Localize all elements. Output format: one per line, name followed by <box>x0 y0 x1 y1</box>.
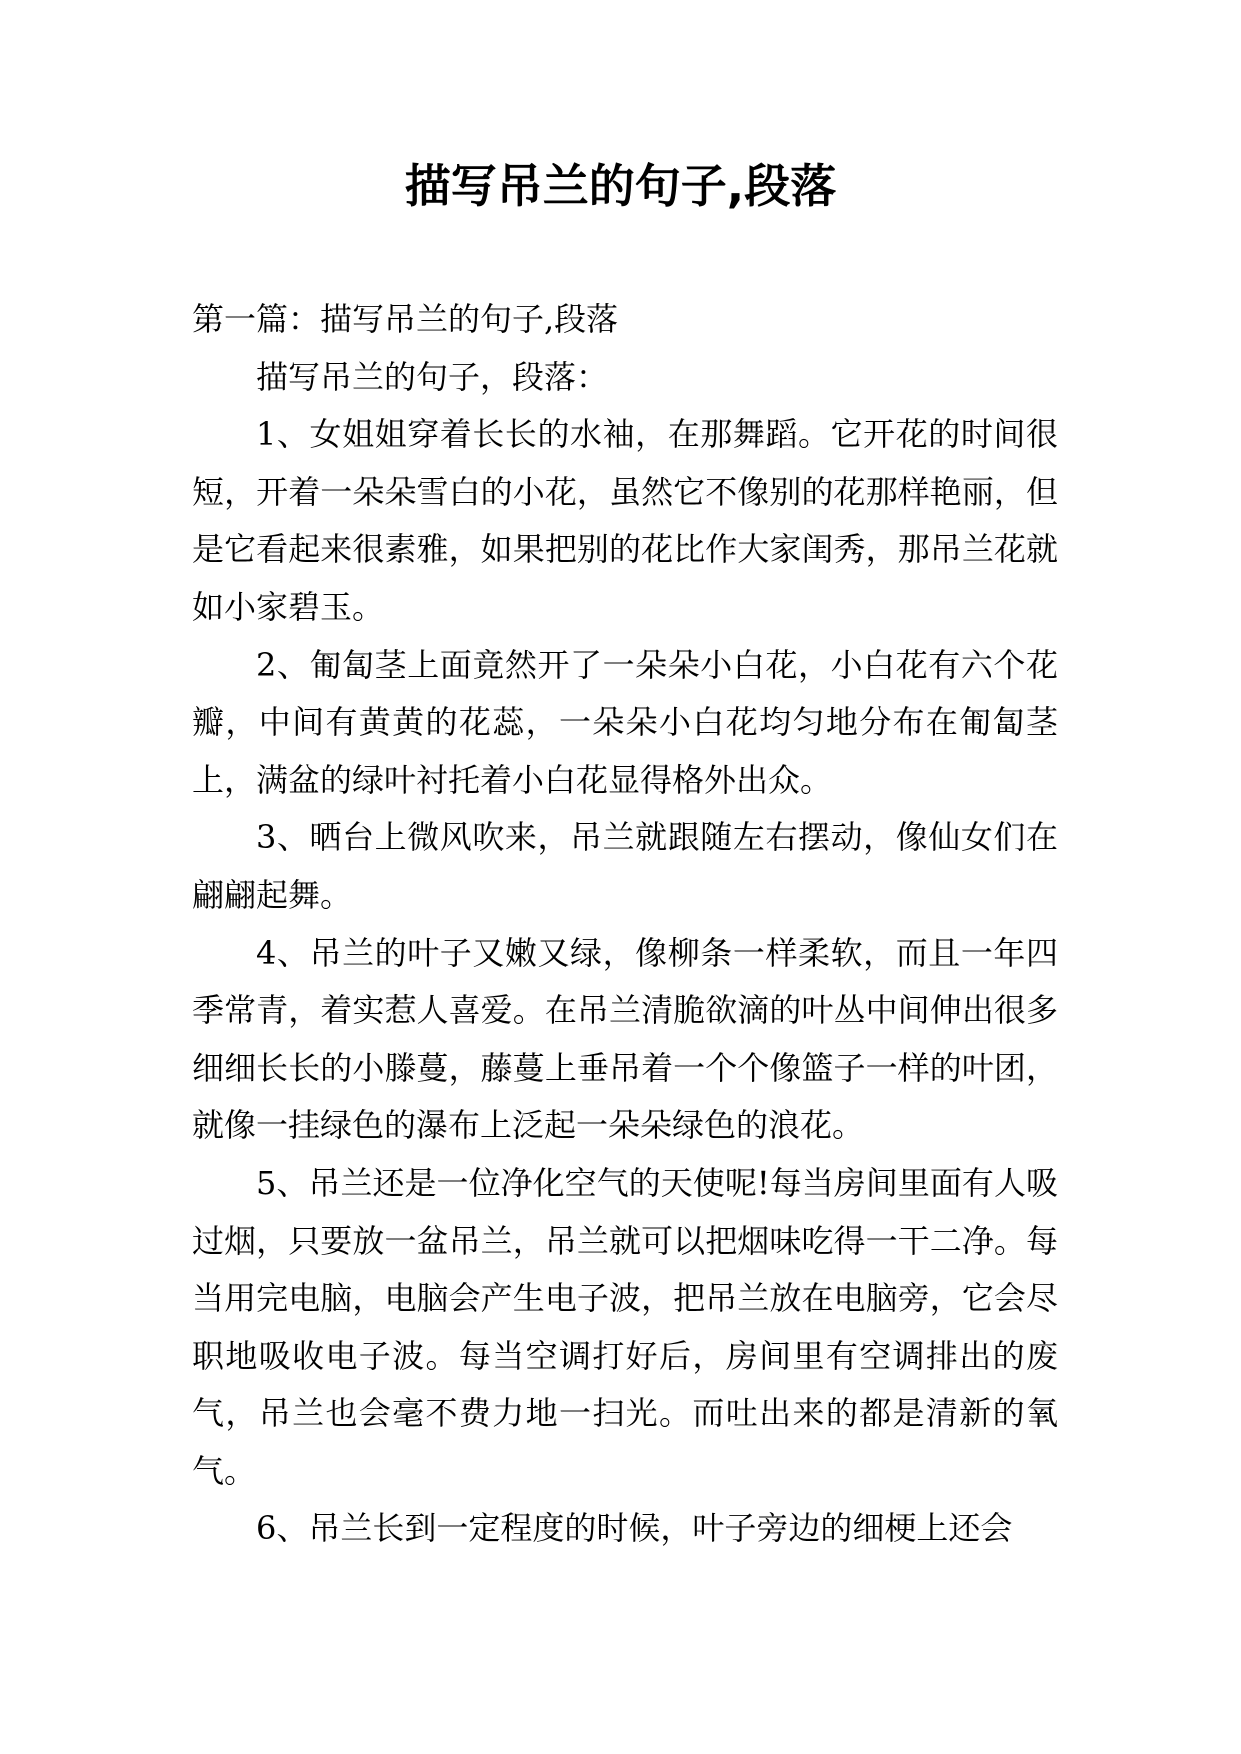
paragraph-6: 6、吊兰长到一定程度的时候，叶子旁边的细梗上还会 <box>256 1509 1013 1548</box>
paragraph-5: 5、吊兰还是一位净化空气的天使呢!每当房间里面有人吸过烟，只要放一盆吊兰，吊兰就可以把烟味吃得一干二净。每当用完电脑，电脑会产生电子波，把吊兰放在电脑旁，它会尽职地吸收电子波。每当空调打好后，房间里有空调排出的废气，吊兰也会毫不费力地一扫光。而吐出来的都是清新的氧气。 <box>192 1163 1058 1490</box>
section-heading: 第一篇：描写吊兰的句子,段落 <box>192 300 619 338</box>
paragraph-intro: 描写吊兰的句子，段落： <box>256 357 609 396</box>
document-title: 描写吊兰的句子,段落 <box>404 159 837 213</box>
paragraph-3: 3、晒台上微风吹来，吊兰就跟随左右摆动，像仙女们在翩翩起舞。 <box>192 818 1058 914</box>
paragraph-2: 2、匍匐茎上面竟然开了一朵朵小白花，小白花有六个花瓣，中间有黄黄的花蕊，一朵朵小白花均匀地分布在匍匐茎上，满盆的绿叶衬托着小白花显得格外出众。 <box>192 645 1058 799</box>
paragraph-4: 4、吊兰的叶子又嫩又绿，像柳条一样柔软，而且一年四季常青，着实惹人喜爱。在吊兰清脆欲滴的叶丛中间伸出很多细细长长的小滕蔓，藤蔓上垂吊着一个个像篮子一样的叶团，就像一挂绿色的瀑布上泛起一朵朵绿色的浪花。 <box>192 933 1058 1145</box>
document-body <box>192 291 1058 1558</box>
paragraph-1: 1、女姐姐穿着长长的水袖，在那舞蹈。它开花的时间很短，开着一朵朵雪白的小花，虽然它不像别的花那样艳丽，但是它看起来很素雅，如果把别的花比作大家闺秀，那吊兰花就如小家碧玉。 <box>192 415 1058 626</box>
